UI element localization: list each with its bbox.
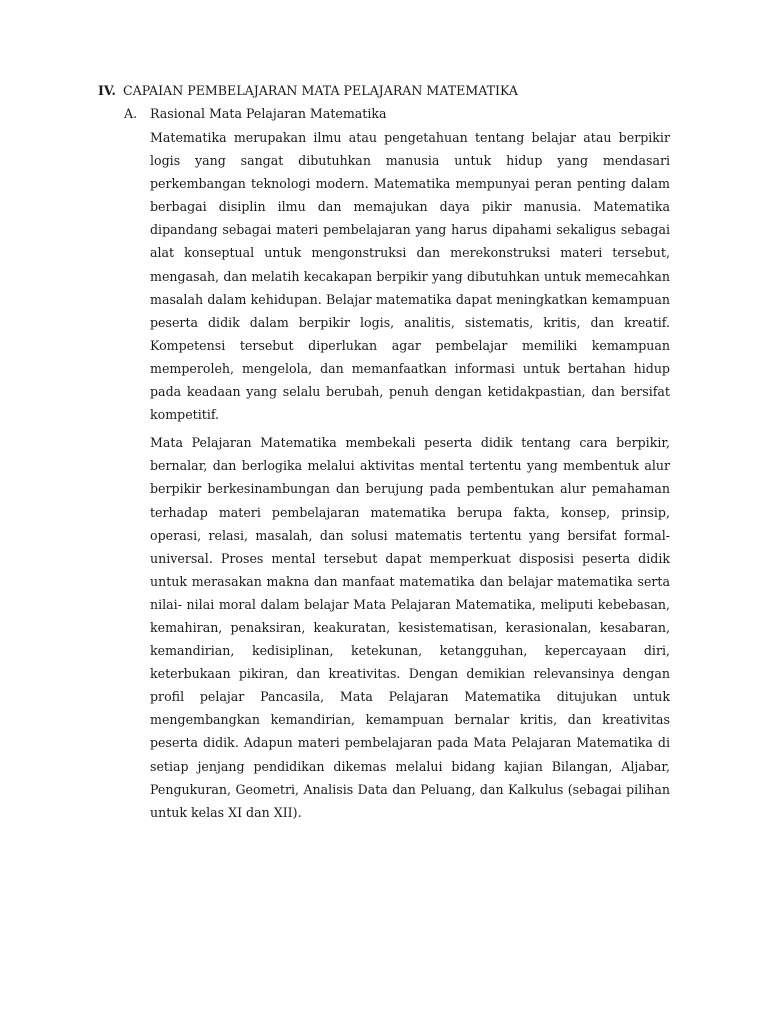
section-heading bbox=[98, 82, 678, 100]
section-title: CAPAIAN PEMBELAJARAN MATA PELAJARAN MATEMATIKA bbox=[123, 83, 518, 98]
subsection-letter: A. bbox=[124, 106, 138, 121]
paragraph-2: Mata Pelajaran Matematika membekali peserta didik tentang cara berpikir, bernalar, dan berlogika melalui aktivitas mental tertentu yang membentuk alur berpikir berkesinambungan dan berujung pada pembentukan alur pemahaman terhadap materi pembelajaran matematika berupa fakta, konsep, prinsip, operasi, relasi, masalah, dan solusi matematis tertentu yang bersifat formal-universal. Proses mental tersebut dapat memperkuat disposisi peserta didik untuk merasakan makna dan manfaat matematika dan belajar matematika serta nilai- nilai moral dalam belajar Mata Pelajaran Matematika, meliputi kebebasan, kemahiran, penaksiran, keakuratan, kesistematisan, kerasionalan, kesabaran, kemandirian, kedisiplinan, ketekunan, ketangguhan, kepercayaan diri, keterbukaan pikiran, dan kreativitas. Dengan demikian relevansinya dengan profil pelajar Pancasila, Mata Pelajaran Matematika ditujukan untuk mengembangkan kemandirian, kemampuan bernalar kritis, dan kreativitas peserta didik. Adapun materi pembelajaran pada Mata Pelajaran Matematika di setiap jenjang pendidikan dikemas melalui bidang kajian Bilangan, Aljabar, Pengukuran, Geometri, Analisis Data dan Peluang, dan Kalkulus (sebagai pilihan untuk kelas XI dan XII). bbox=[150, 435, 670, 820]
body-text bbox=[150, 126, 670, 824]
subsection-title: Rasional Mata Pelajaran Matematika bbox=[150, 106, 387, 121]
section-number: IV. bbox=[98, 83, 116, 98]
subsection-heading bbox=[124, 105, 684, 123]
paragraph-1: Matematika merupakan ilmu atau pengetahuan tentang belajar atau berpikir logis yang sangat dibutuhkan manusia untuk hidup yang mendasari perkembangan teknologi modern. Matematika mempunyai peran penting dalam berbagai disiplin ilmu dan memajukan daya pikir manusia. Matematika dipandang sebagai materi pembelajaran yang harus dipahami sekaligus sebagai alat konseptual untuk mengonstruksi dan merekonstruksi materi tersebut, mengasah, dan melatih kecakapan berpikir yang dibutuhkan untuk memecahkan masalah dalam kehidupan. Belajar matematika dapat meningkatkan kemampuan peserta didik dalam berpikir logis, analitis, sistematis, kritis, dan kreatif. Kompetensi tersebut diperlukan agar pembelajar memiliki kemampuan memperoleh, mengelola, dan memanfaatkan informasi untuk bertahan hidup pada keadaan yang selalu berubah, penuh dengan ketidakpastian, dan bersifat kompetitif. bbox=[150, 130, 670, 423]
